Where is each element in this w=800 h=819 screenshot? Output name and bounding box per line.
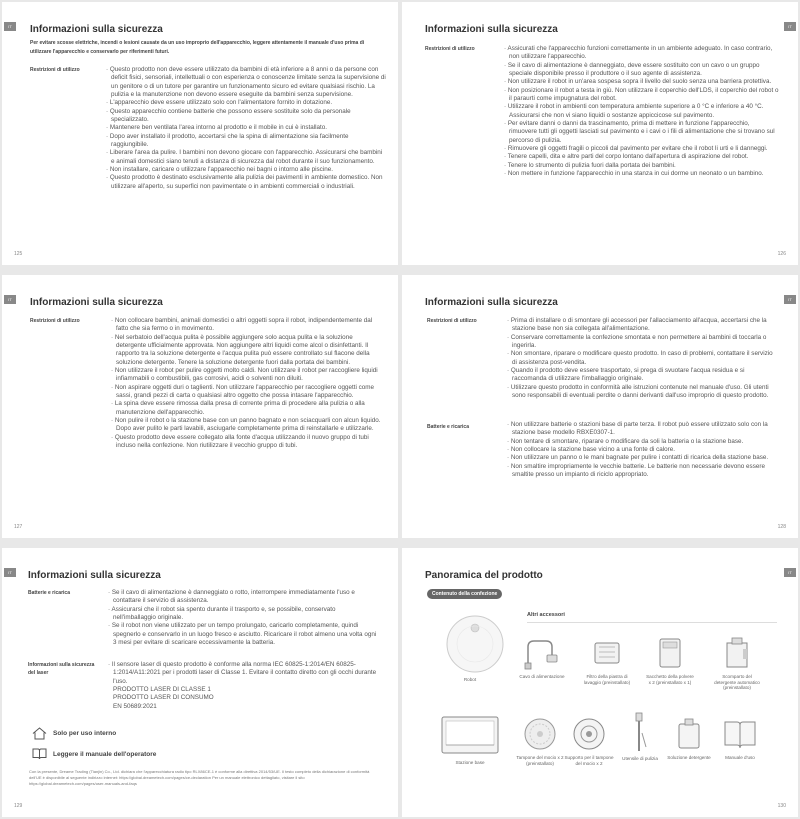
mop-pad-icon — [522, 716, 558, 752]
bullet-item: · Utilizzare questo prodotto in conformità alle istruzioni contenute nel manuale d'uso. Gli utenti sono responsabili di eventuali perdite o danni derivanti dall'uso improprio di questo prodotto. — [507, 383, 769, 400]
item-power-cable: Cavo di alimentazione — [517, 635, 567, 680]
bullet-item: · L'apparecchio deve essere utilizzato solo con l'alimentatore fornito in dotazione. — [106, 99, 333, 107]
indoor-use-label: Solo per uso interno — [53, 730, 117, 737]
bullet-item: · Non collocare bambini, animali domestici o altri oggetti sopra il robot, indipendentemente dal fatto che sia fermo o in movimento. — [111, 317, 373, 333]
bullet-item: · Nel serbatoio dell'acqua pulita è possibile aggiungere solo acqua pulita e la soluzione detergente ufficialmente approvata. Non aggiungere altri liquidi come alcol o disinfettanti. Il rapporto tra la soluzione detergente e l'acqua pulita può essere controllato sul flacone della soluzione detergente. Tenere la soluzione detergente fuori dalla portata dei bambini. — [111, 333, 370, 366]
dust-bag-icon — [652, 635, 688, 671]
bullet-item: · Tenere capelli, dita e altre parti del corpo lontano dall'apertura di aspirazione del robot. — [504, 153, 749, 161]
bullet-item: · Se il cavo di alimentazione è danneggiato, deve essere sostituito con un cavo o un gruppo speciale disponibile presso il produttore o il suo agente di assistenza. — [504, 61, 760, 78]
conformity-footer: Con la presente, Dreame Trading (Tianjin) Co., Ltd. dichiara che l'apparecchiatura radio tipo RLX86CE-1 è conforme alla direttiva 2014/53/UE. Il testo completo della dichiarazione di conformità dell'UE è disponibile al seguente indirizzo internet: https://global.dreametech.com/pages/ce-declaration Per un manuale elettronico dettagliato, visitare il sito https://global.dreametech.com/pages/user-manuals-and-faqs — [29, 769, 370, 786]
bullet-item: · Non collocare la stazione base vicino a una fonte di calore. — [507, 446, 676, 454]
page-title: Informazioni sulla sicurezza — [30, 24, 163, 35]
item-mop-holder: Supporto per il tampone del mocio x 2 — [564, 716, 614, 766]
bullet-item: · Tenere lo strumento di pulizia fuori dalla portata dei bambini. — [504, 161, 676, 169]
language-tag: IT — [4, 295, 16, 304]
page-number: 126 — [777, 251, 786, 257]
book-icon — [32, 748, 47, 760]
section-body — [504, 45, 779, 179]
robot-icon — [445, 614, 505, 674]
section-label: Restrizioni di utilizzo — [425, 46, 475, 52]
page-subtitle: Per evitare scosse elettriche, incendi o lesioni causate da un uso improprio dell'apparecchio, leggere attentamente il manuale d'uso prima di utilizzare l'apparecchio e conservarlo per riferimenti futuri. — [30, 40, 365, 55]
bullet-item: · Non installare, caricare o utilizzare l'apparecchio nei bagni o intorno alle piscine. — [106, 166, 333, 174]
item-detergent-compartment: Scomparto del detergente automatico (preinstallato) — [712, 635, 762, 691]
bullet-item: · Per evitare danni o danni da trascinamento, prima di mettere in funzione l'apparecchio, rimuovere tutti gli oggetti lasciati sul pavimento e i cavi o i fili di alimentazione che si trovano sul percorso di pulizia. — [504, 120, 775, 144]
laser-text: · Il sensore laser di questo prodotto è conforme alla norma IEC 60825-1:2014/EN 60825-1:2014/A11:2021 per i prodotti laser di Classe 1. Evitare il contatto diretto con gli occhi durante l'uso. — [108, 661, 377, 685]
bullet-item: · Se il robot non viene utilizzato per un tempo prolungato, caricarlo completamente, quindi spegnerlo e conservarlo in un luogo fresco e asciutto. Ricaricare il robot almeno una volta ogni 3 mesi per evitare di scaricare eccessivamente la batteria. — [108, 622, 377, 647]
page-title: Informazioni sulla sicurezza — [425, 24, 558, 35]
page-128 — [402, 275, 798, 538]
bullet-item: · Non posizionare il robot a testa in giù. Non utilizzare il coperchio dell'LDS, il coperchio del robot o il paraurti come impugnatura del robot. — [504, 86, 779, 103]
bullet-item: · Dopo aver installato il prodotto, accertarsi che la spina di alimentazione sia facilmente raggiungibile. — [106, 132, 349, 149]
section-label: Informazioni sulla sicurezza del laser — [28, 662, 95, 676]
page-title: Panoramica del prodotto — [425, 570, 543, 581]
manual-icon — [722, 716, 758, 752]
language-tag: IT — [784, 22, 796, 31]
mop-holder-icon — [571, 716, 607, 752]
bullet-item: · Assicurarsi che il robot sia spento durante il trasporto e, se possibile, conservato nell'imballaggio originale. — [108, 605, 336, 622]
page-title: Informazioni sulla sicurezza — [28, 570, 161, 581]
section-body — [106, 66, 386, 191]
item-cleaning-tool: Utensile di pulizia — [615, 711, 665, 762]
bullet-item: · Non aspirare oggetti duri o taglienti. Non utilizzare l'apparecchio per raccogliere oggetti come sassi, grandi pezzi di carta o qualsiasi altro oggetto che possa intasare l'apparecchio. — [111, 383, 375, 400]
bullet-item: · Non utilizzare batterie o stazioni base di parte terza. Il robot può essere utilizzato solo con la stazione base modello RBXE0307-1. — [507, 421, 768, 437]
section-body — [507, 317, 777, 400]
power-cable-icon — [524, 635, 560, 671]
detergent-compartment-icon — [719, 635, 755, 671]
page-title: Informazioni sulla sicurezza — [425, 297, 558, 308]
bullet-item: · Prima di installare o di smontare gli accessori per l'allacciamento all'acqua, accertarsi che la stazione base non sia collegata all'alimentazione. — [507, 317, 767, 333]
item-robot: Robot — [445, 614, 495, 683]
bullet-item: · Questo prodotto è destinato esclusivamente alla pulizia dei pavimenti in ambiente domestico. Non utilizzare all'aperto, su superfici non pavimentate o in ambienti commerciali o industriali. — [106, 174, 383, 190]
item-mop-pad: Tampone del mocio x 2 (preinstallato) — [515, 716, 565, 766]
bullet-item: · Utilizzare il robot in ambienti con temperatura ambiente superiore a 0 °C e inferiore a 40 °C. Assicurarsi che non vi siano liquidi o sostanze appiccicose sul pavimento. — [504, 103, 764, 119]
bullet-item: · La spina deve essere rimossa dalla presa di corrente prima di procedere alla pulizia o alla manutenzione dell'apparecchio. — [111, 400, 365, 416]
section-label: Restrizioni di utilizzo — [30, 318, 80, 324]
bullet-item: · Liberare l'area da pulire. I bambini non devono giocare con l'apparecchio. Assicurarsi che bambini e animali domestici siano tenuti a distanza di sicurezza dal robot durante il suo funzionamento. — [106, 149, 383, 165]
section-body — [108, 589, 380, 647]
language-tag: IT — [784, 295, 796, 304]
language-tag: IT — [4, 568, 16, 577]
section-label: Restrizioni di utilizzo — [30, 67, 80, 73]
bullet-item: · Non pulire il robot o la stazione base con un panno bagnato e non sciacquarli con alcun liquido. Dopo aver pulito le parti lavabili, asciugarle completamente prima di reinstallarle e utilizzarle. — [111, 417, 381, 433]
bullet-item: · Non utilizzare un panno o le mani bagnate per pulire i contatti di ricarica della stazione base. — [507, 454, 769, 462]
bullet-item: · Mantenere ben ventilata l'area intorno al prodotto e il mobile in cui è installato. — [106, 124, 328, 132]
bullet-item: · Assicurati che l'apparecchio funzioni correttamente in un ambiente adeguato. In caso contrario, non utilizzare l'apparecchio. — [504, 45, 773, 61]
house-icon — [32, 727, 47, 740]
item-detergent: Soluzione detergente — [664, 716, 714, 761]
section-label: Batterie e ricarica — [28, 590, 70, 596]
section-body — [507, 421, 777, 479]
section-label: Batterie e ricarica — [427, 424, 469, 430]
manual-row — [32, 748, 156, 760]
page-number: 130 — [777, 803, 786, 809]
detergent-icon — [671, 716, 707, 752]
indoor-use-row — [32, 727, 116, 740]
laser-section — [108, 661, 380, 711]
language-tag: IT — [784, 568, 796, 577]
page-129 — [2, 548, 398, 817]
page-127 — [2, 275, 398, 538]
page-number: 128 — [777, 524, 786, 530]
page-number: 125 — [14, 251, 23, 257]
section-label: Restrizioni di utilizzo — [427, 318, 477, 324]
bullet-item: · Se il cavo di alimentazione è danneggiato o rotto, interrompere immediatamente l'uso e contattare il servizio di assistenza. — [108, 589, 355, 605]
accessories-title: Altri accessori — [527, 612, 565, 618]
base-station-icon — [440, 713, 500, 757]
item-manual: Manuale d'uso — [715, 716, 765, 761]
bullet-item: · Questo prodotto non deve essere utilizzato da bambini di età inferiore a 8 anni o da persone con deficit fisici, sensoriali, intellettuali o con esperienza o conoscenze limitate senza la supervisione di un genitore o di un tutore per garantire un funzionamento sicuro ed evitare qualsiasi rischio. La pulizia e la manutenzione non devono essere eseguite da bambini senza supervisione. — [106, 66, 386, 99]
bullet-item: · Quando il prodotto deve essere trasportato, si prega di svuotare l'acqua residua e si raccomanda di utilizzare l'imballaggio originale. — [507, 367, 745, 383]
laser-consumer: PRODOTTO LASER DI CONSUMO — [113, 694, 214, 702]
section-body — [111, 317, 384, 451]
item-base-station: Stazione base — [439, 713, 501, 766]
manual-label: Leggere il manuale dell'operatore — [53, 750, 157, 758]
item-dust-bag: Sacchetto della polvere x 2 (preinstallato x 1) — [645, 635, 695, 685]
bullet-item: · Questo prodotto deve essere collegato alla fonte d'acqua utilizzando il nuovo gruppo di tubi incluso nella confezione. Non riutilizzare il vecchio gruppo di tubi. — [111, 433, 369, 450]
page-126 — [402, 2, 798, 265]
filter-icon — [589, 635, 625, 671]
laser-standard: EN 50689:2021 — [113, 702, 157, 710]
page-title: Informazioni sulla sicurezza — [30, 297, 163, 308]
page-number: 129 — [14, 803, 23, 809]
bullet-item: · Conservare correttamente la confezione smontata e non permettere ai bambini di toccarla o ingerirla. — [507, 333, 767, 350]
cleaning-tool-icon — [630, 711, 650, 753]
page-number: 127 — [14, 524, 23, 530]
bullet-item: · Non smaltire impropriamente le vecchie batterie. Le batterie non necessarie devono essere smaltite presso un impianto di riciclo appropriato. — [507, 462, 765, 479]
bullet-item: · Non mettere in funzione l'apparecchio in una stanza in cui dorme un neonato o un bambino. — [504, 170, 764, 178]
bullet-item: · Non tentare di smontare, riparare o modificare da soli la batteria o la stazione base. — [507, 437, 744, 445]
bullet-item: · Non smontare, riparare o modificare questo prodotto. In caso di problemi, contattare il servizio di assistenza post-vendita. — [507, 350, 773, 366]
laser-class: PRODOTTO LASER DI CLASSE 1 — [113, 686, 211, 694]
bullet-item: · Non utilizzare il robot in un'area sospesa sopra il livello del suolo senza una barriera protettiva. — [504, 78, 772, 86]
bullet-item: · Rimuovere gli oggetti fragili o piccoli dal pavimento per evitare che il robot li urti e li danneggi. — [504, 145, 768, 153]
page-130 — [402, 548, 798, 817]
bullet-item: · Non utilizzare il robot per pulire oggetti molto caldi. Non utilizzare il robot per raccogliere liquidi infiammabili o combustibili, gas corrosivi, acidi o solventi non diluiti. — [111, 367, 378, 383]
divider — [527, 622, 777, 623]
page-125 — [2, 2, 398, 265]
package-contents-chip: Contenuto della confezione — [427, 589, 502, 599]
bullet-item: · Questo apparecchio contiene batterie che possono essere sostituite solo da personale specializzato. — [106, 107, 351, 124]
language-tag: IT — [4, 22, 16, 31]
item-filter: Filtro della piastra di lavaggio (preinstallato) — [582, 635, 632, 685]
